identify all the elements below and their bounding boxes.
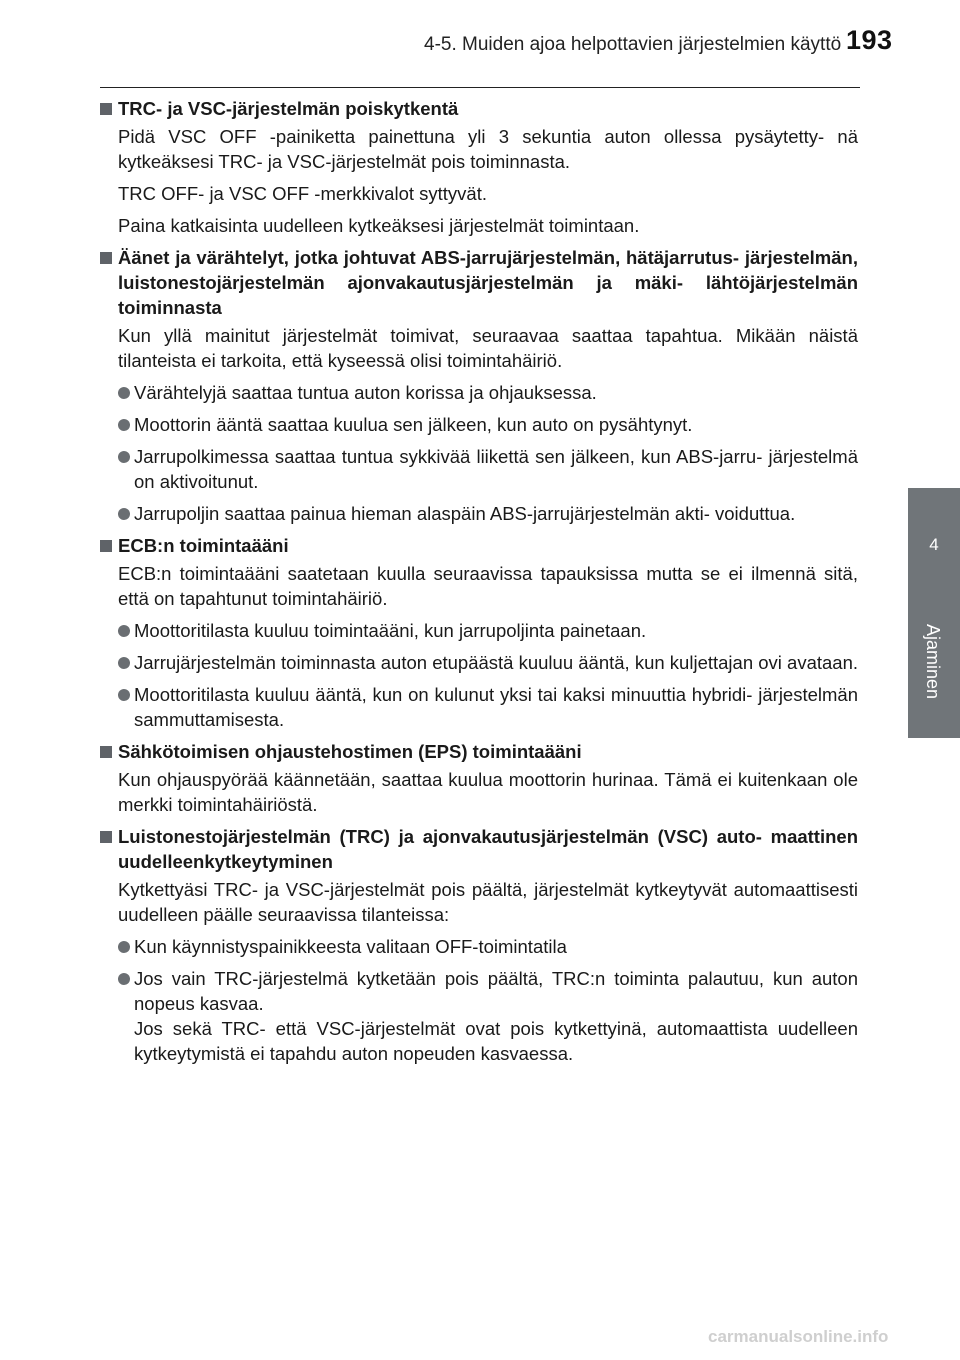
list-item-text: Jarrupolkimessa saattaa tuntua sykkivää liikettä sen jälkeen, kun ABS-jarru- järjestelmä on aktivoitunut. <box>134 446 858 492</box>
circle-bullet-icon <box>118 451 130 463</box>
side-tab-label: Ajaminen <box>923 624 943 700</box>
list-item <box>118 650 858 675</box>
circle-bullet-icon <box>118 625 130 637</box>
list-item-text: Värähtelyjä saattaa tuntua auton korissa ja ohjauksessa. <box>134 382 597 403</box>
circle-bullet-icon <box>118 387 130 399</box>
section-heading <box>100 824 858 874</box>
paragraph: Pidä VSC OFF -painiketta painettuna yli 3 sekuntia auton ollessa pysäytetty- nä kytkeäksesi TRC- ja VSC-järjestelmät pois toiminnasta. <box>118 126 858 172</box>
page-number: 193 <box>846 25 893 55</box>
square-icon <box>100 103 112 115</box>
paragraph: Paina katkaisinta uudelleen kytkeäksesi järjestelmät toimintaan. <box>118 215 640 236</box>
list-item <box>118 501 858 526</box>
section <box>100 824 858 1066</box>
list-item-text: Kun käynnistyspainikkeesta valitaan OFF-toimintatila <box>134 936 567 957</box>
paragraph: ECB:n toimintaääni saatetaan kuulla seuraavissa tapauksissa mutta se ei ilmennä sitä, että on tapahtunut toimintahäiriö. <box>118 563 858 609</box>
chapter-title: 4-5. Muiden ajoa helpottavien järjestelmien käyttö <box>424 34 842 55</box>
paragraph: Kun ohjauspyörää käännetään, saattaa kuulua moottorin hurinaa. Tämä ei kuitenkaan ole merkki toimintahäiriöstä. <box>118 769 858 815</box>
list-item-text-main: Jos vain TRC-järjestelmä kytketään pois päältä, TRC:n toiminta palautuu, kun auton nopeus kasvaa. <box>134 968 858 1014</box>
section <box>100 96 858 238</box>
page-content <box>100 96 858 1073</box>
list-item <box>118 444 858 494</box>
list-item-text <box>134 966 858 1066</box>
list-item <box>118 966 858 1066</box>
chapter-side-tab[interactable] <box>908 488 960 738</box>
square-icon <box>100 831 112 843</box>
list-item-text: Moottorin ääntä saattaa kuulua sen jälkeen, kun auto on pysähtynyt. <box>134 414 693 435</box>
section-title: Luistonestojärjestelmän (TRC) ja ajonvakautusjärjestelmän (VSC) auto- maattinen uudelleenkytkeytyminen <box>118 826 858 872</box>
section-heading <box>100 96 858 121</box>
square-icon <box>100 746 112 758</box>
page-header <box>0 0 960 90</box>
section-title: ECB:n toimintaääni <box>118 535 289 556</box>
section <box>100 245 858 526</box>
list-item <box>118 380 858 405</box>
header-divider <box>100 87 860 88</box>
watermark-text: carmanualsonline.info <box>708 1327 889 1346</box>
section-heading <box>100 245 858 320</box>
circle-bullet-icon <box>118 973 130 985</box>
square-icon <box>100 252 112 264</box>
section-heading <box>100 533 858 558</box>
paragraph: Kytkettyäsi TRC- ja VSC-järjestelmät pois päältä, järjestelmät kytkeytyvät automaattisesti uudelleen päälle seuraavissa tilanteissa: <box>118 879 858 925</box>
list-item-text: Moottoritilasta kuuluu ääntä, kun on kulunut yksi tai kaksi minuuttia hybridi- järjestelmän sammuttamisesta. <box>134 684 858 730</box>
list-item <box>118 618 858 643</box>
circle-bullet-icon <box>118 657 130 669</box>
section-heading <box>100 739 858 764</box>
list-item-text: Moottoritilasta kuuluu toimintaääni, kun jarrupoljinta painetaan. <box>134 620 647 641</box>
circle-bullet-icon <box>118 941 130 953</box>
list-item <box>118 412 858 437</box>
paragraph: TRC OFF- ja VSC OFF -merkkivalot syttyvät. <box>118 183 487 204</box>
list-item-text: Jarrujärjestelmän toiminnasta auton etupäästä kuuluu ääntä, kun kuljettajan ovi avataan. <box>134 652 859 673</box>
section-title: Sähkötoimisen ohjaustehostimen (EPS) toimintaääni <box>118 741 582 762</box>
circle-bullet-icon <box>118 419 130 431</box>
section-title: Äänet ja värähtelyt, jotka johtuvat ABS-jarrujärjestelmän, hätäjarrutus- järjestelmän, luistonestojärjestelmän ajonvakautusjärjestelmän ja mäki- lähtöjärjestelmän toiminnasta <box>118 247 858 318</box>
list-item <box>118 934 858 959</box>
list-item <box>118 682 858 732</box>
side-tab-number: 4 <box>929 535 939 554</box>
circle-bullet-icon <box>118 508 130 520</box>
section <box>100 739 858 817</box>
square-icon <box>100 540 112 552</box>
list-item-text: Jarrupoljin saattaa painua hieman alaspäin ABS-jarrujärjestelmän akti- voiduttua. <box>134 503 796 524</box>
section-title: TRC- ja VSC-järjestelmän poiskytkentä <box>118 98 459 119</box>
list-item-note: Jos sekä TRC- että VSC-järjestelmät ovat pois kytkettyinä, automaattista uudelleen kytkeytymistä ei tapahdu auton nopeuden kasvaessa. <box>134 1018 858 1064</box>
paragraph: Kun yllä mainitut järjestelmät toimivat, seuraavaa saattaa tapahtua. Mikään näistä tilanteista ei tarkoita, että kyseessä olisi toimintahäiriö. <box>118 325 858 371</box>
circle-bullet-icon <box>118 689 130 701</box>
section <box>100 533 858 732</box>
